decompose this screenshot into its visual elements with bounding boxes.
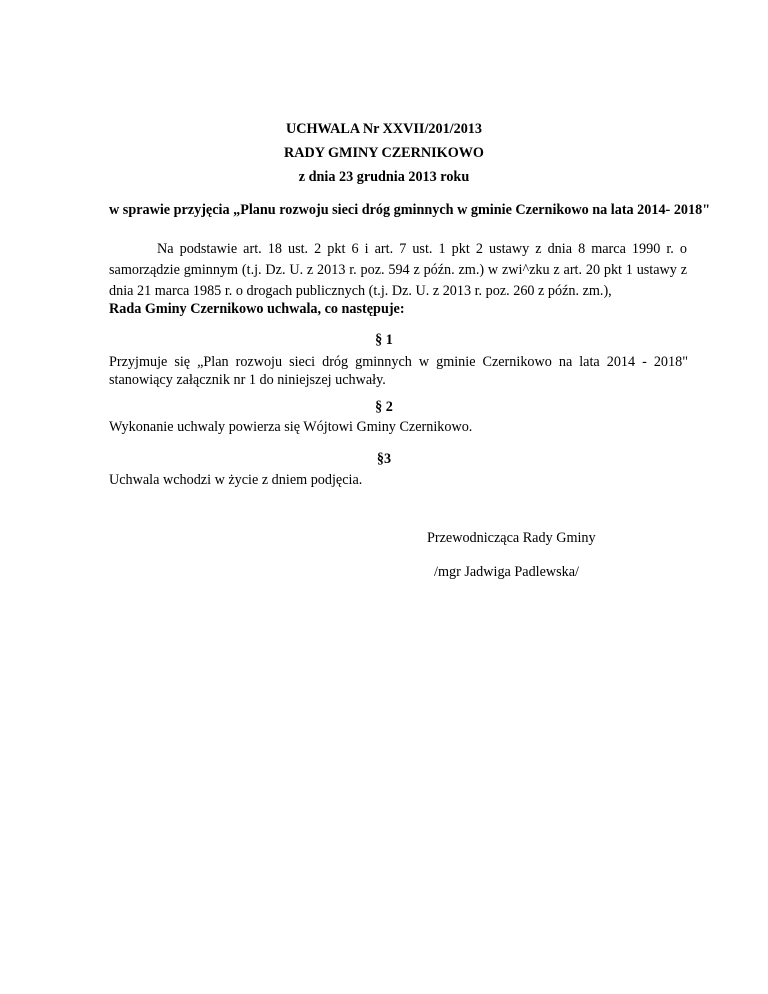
signature-name: /mgr Jadwiga Padlewska/ <box>434 564 579 580</box>
resolution-number: UCHWALA Nr XXVII/201/2013 <box>285 121 482 137</box>
signature-role: Przewodnicząca Rady Gminy <box>427 530 596 546</box>
issuing-body: RADY GMINY CZERNIKOWO <box>284 145 484 161</box>
section-3-heading: §3 <box>376 451 392 467</box>
resolution-subject: w sprawie przyjęcia „Planu rozwoju sieci dróg gminnych w gminie Czernikowo na lata 2014- 2018" <box>109 202 711 218</box>
resolution-intro: Rada Gminy Czernikowo uchwala, co następuje: <box>109 301 405 317</box>
section-3-text: Uchwala wchodzi w życie z dniem podjęcia. <box>109 472 363 488</box>
section-1-text: Przyjmuje się „Plan rozwoju sieci dróg gminnych w gminie Czernikowo na lata 2014 - 2018" stanowiący załącznik nr 1 do niniejszej uchwały. <box>109 354 688 388</box>
resolution-date: z dnia 23 grudnia 2013 roku <box>298 169 470 185</box>
legal-basis-paragraph: Na podstawie art. 18 ust. 2 pkt 6 i art. 7 ust. 1 pkt 2 ustawy z dnia 8 marca 1990 r. o samorządzie gminnym (t.j. Dz. U. z 2013 r. poz. 594 z późn. zm.) w zwi^zku z art. 20 pkt 1 ustawy z dnia 21 marca 1985 r. o drogach publicznych (t.j. Dz. U. z 2013 r. poz. 260 z późn. zm.), <box>109 241 687 299</box>
section-2-text: Wykonanie uchwaly powierza się Wójtowi Gminy Czernikowo. <box>109 419 473 435</box>
section-1-heading: § 1 <box>375 332 393 348</box>
section-2-heading: § 2 <box>375 399 393 415</box>
